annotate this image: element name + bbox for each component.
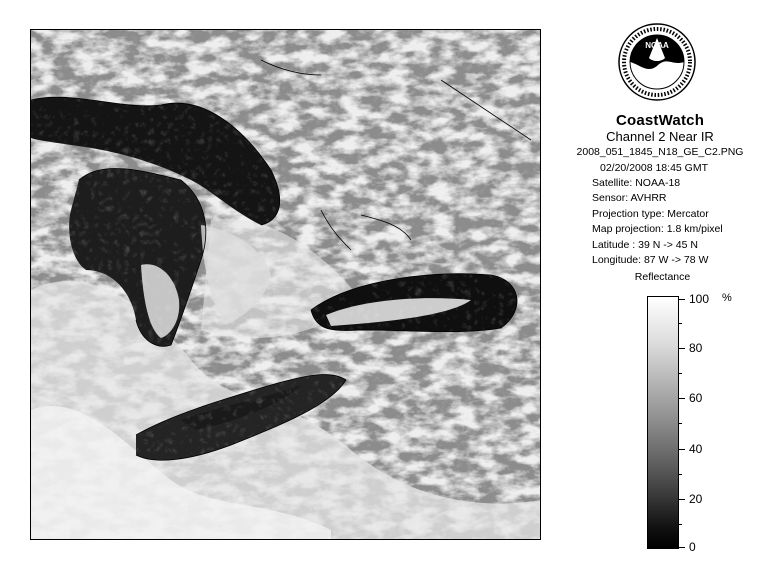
satellite-line: Satellite: NOAA-18: [592, 177, 681, 189]
colorbar-tick-label: 0: [689, 540, 696, 554]
colorbar-label: Reflectance: [634, 271, 691, 283]
colorbar-tick: [679, 323, 682, 324]
noaa-logo: [617, 22, 697, 102]
sensor-line: Sensor: AVHRR: [592, 192, 667, 205]
colorbar-tick: [679, 499, 685, 500]
colorbar-tick-label: 20: [689, 492, 703, 506]
colorbar-tick: [679, 348, 685, 349]
colorbar-tick-label: 80: [689, 341, 703, 355]
colorbar-tick: [679, 373, 682, 374]
colorbar-tick: [679, 474, 682, 475]
longitude-line: Longitude: 87 W -> 78 W: [592, 254, 709, 267]
latitude-line: Latitude : 39 N -> 45 N: [592, 238, 698, 251]
datetime-line: 02/20/2008 18:45 GMT: [600, 162, 708, 174]
colorbar-tick: [679, 524, 682, 525]
file-name: 2008_051_1845_N18_GE_C2.PNG: [576, 146, 744, 158]
reflectance-colorbar: [647, 296, 679, 549]
colorbar-tick-label: 60: [689, 391, 703, 405]
noaa-logo-icon: [617, 22, 697, 102]
colorbar-tick: [679, 547, 685, 548]
colorbar-tick: [679, 423, 682, 424]
satellite-image-icon: [31, 30, 541, 540]
map-projection-line: Map projection: 1.8 km/pixel: [592, 223, 723, 236]
projection-type-line: Projection type: Mercator: [592, 207, 709, 220]
logo-text: NOAA: [645, 41, 669, 50]
colorbar-tick: [679, 299, 685, 300]
colorbar-tick-label: 40: [689, 442, 703, 456]
metadata-panel: [592, 176, 723, 268]
colorbar-tick: [679, 449, 685, 450]
colorbar-unit: %: [722, 292, 732, 304]
colorbar-tick: [679, 398, 685, 399]
satellite-image: [30, 29, 541, 540]
app-title: CoastWatch: [615, 112, 705, 129]
channel-subtitle: Channel 2 Near IR: [606, 129, 714, 144]
colorbar-tick-label: 100: [689, 292, 710, 306]
